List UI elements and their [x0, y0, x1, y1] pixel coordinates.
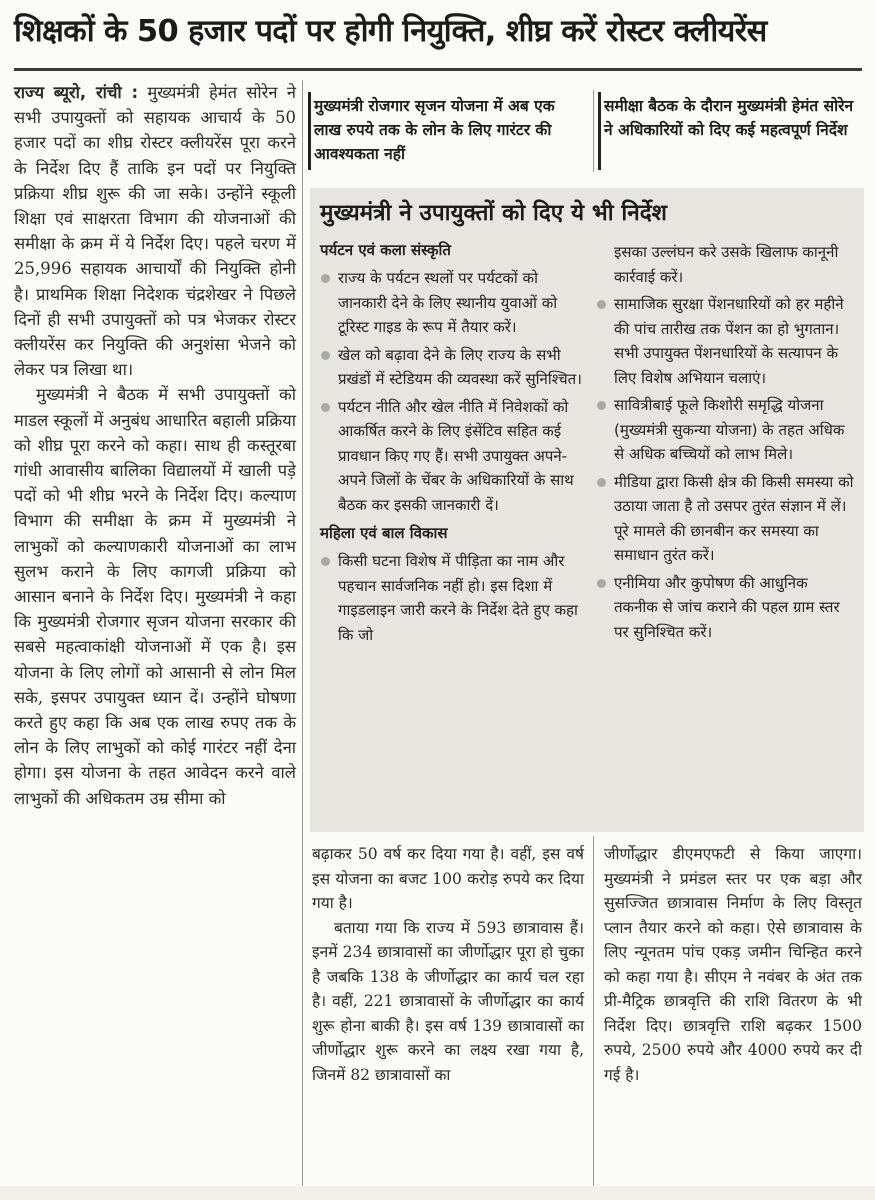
bullet-item	[320, 549, 582, 647]
section-tourism-heading: पर्यटन एवं कला संस्कृति	[320, 241, 451, 259]
column-divider-2	[593, 836, 594, 1186]
bullet-dot-icon	[321, 274, 330, 283]
bullet-text: सामाजिक सुरक्षा पेंशनधारियों को हर महीने की पांच तारीख तक पेंशन का हो भुगतान। सभी उपायुक्त पेंशनधारियों के सत्यापन के लिए विशेष अभियान चलाएं।	[614, 295, 844, 387]
bullet-dot-icon	[597, 579, 606, 588]
article-column-2	[312, 842, 584, 1087]
col2-paragraph-2: बताया गया कि राज्य में 593 छात्रावास हैं। इनमें 234 छात्रावासों का जीर्णोद्धार पूरा हो चुका है जबकि 138 के जीर्णोद्धार का कार्य चल रहा है। वहीं, 221 छात्रावासों के जीर्णोद्धार का कार्य शुरू होना बाकी है। इस वर्ष 139 छात्रावासों का जीर्णोद्धार शुरू करने का लक्ष्य रखा गया है, जिनमें 82 छात्रावासों का	[312, 918, 584, 1084]
bullet-text: खेल को बढ़ावा देने के लिए राज्य के सभी प्रखंडों में स्टेडियम की व्यवस्था करें सुनिश्चित।	[338, 345, 582, 388]
bullet-dot-icon	[597, 300, 606, 309]
box-title: मुख्यमंत्री ने उपायुक्तों को दिए ये भी निर्देश	[320, 200, 667, 226]
col3-paragraph-1: जीर्णोद्धार डीएमएफटी से किया जाएगा। मुख्यमंत्री ने प्रमंडल स्तर पर एक बड़ा और सुसज्जित छात्रावास निर्माण के लिए विस्तृत प्लान तैयार करने को कहा। ऐसे छात्रावास के लिए न्यूनतम पांच एकड़ जमीन चिन्हित करने को कहा गया है। सीएम ने नवंबर के अंत तक प्री-मैट्रिक छात्रवृत्ति की राशि वितरण के भी निर्देश दिए। छात्रवृत्ति राशि बढ़कर 1500 रुपये, 2500 रुपये और 4000 रुपये कर दी गई है।	[604, 845, 862, 1084]
bullet-text: सावित्रीबाई फूले किशोरी समृद्धि योजना (मुख्यमंत्री सुकन्या योजना) के तहत अधिक से अधिक बच्चियों को लाभ मिले।	[614, 396, 845, 463]
bullet-text: एनीमिया और कुपोषण की आधुनिक तकनीक से जांच कराने की पहल ग्राम स्तर पर सुनिश्चित करें।	[614, 573, 840, 641]
subhead-left-bar	[308, 92, 311, 170]
main-paragraph-2: मुख्यमंत्री ने बैठक में सभी उपायुक्तों को माडल स्कूलों में अनुबंध आधारित बहाली प्रक्रिया को शीघ्र पूरा करने को कहा। साथ ही कस्तूरबा गांधी आवासीय बालिका विद्यालयों में खाली पड़े पदों को भी शीघ्र भरने के निर्देश दिए। कल्याण विभाग की समीक्षा के क्रम में मुख्यमंत्री ने लाभुकों को कल्याणकारी योजनाओं का लाभ सुलभ कराने के लिए कागजी प्रक्रिया को आसान बनाने के निर्देश दिए। मुख्यमंत्री ने कहा कि मुख्यमंत्री रोजगार सृजन योजना सरकार की सबसे महत्वाकांक्षी योजनाओं में एक है। इस योजना के लिए लोगों को आसानी से लोन मिल सके, इसपर उपायुक्त ध्यान दें। उन्होंने घोषणा करते हुए कहा कि अब एक लाख रुपए तक के लोन के लिए लाभुकों को कोई गारंटर नहीं देना होगा। इस योजना के तहत आवेदन करने वाले लाभुकों की अधिकतम उम्र सीमा को	[14, 385, 296, 808]
bullet-item	[320, 395, 582, 518]
bottom-edge	[0, 1186, 875, 1200]
bullet-item	[596, 470, 854, 568]
bullet-item	[596, 571, 854, 645]
main-paragraph-1-text: मुख्यमंत्री हेमंत सोरेन ने सभी उपायुक्तों को सहायक आचार्य के 50 हजार पदों का शीघ्र रोस्टर क्लीयरेंस पूरा करने के निर्देश दिए हैं ताकि इन पदों पर नियुक्ति प्रक्रिया शीघ्र शुरू की जा सके। उन्होंने स्कूली शिक्षा एवं साक्षरता विभाग की योजनाओं की समीक्षा के क्रम में ये निर्देश दिए। पहले चरण में 25,996 सहायक आचार्यों की नियुक्ति होनी है। प्राथमिक शिक्षा निदेशक चंद्रशेखर ने पिछले दिनों ही सभी उपायुक्तों को पत्र भेजकर रोस्टर क्लीयरेंस कर नियुक्ति की अनुशंसा भेजने को लेकर पत्र लिखा था।	[14, 83, 296, 380]
headline: शिक्षकों के 50 हजार पदों पर होगी नियुक्ति, शीघ्र करें रोस्टर क्लीयरेंस	[14, 14, 767, 49]
directives-box	[310, 188, 864, 832]
bullet-dot-icon	[321, 403, 330, 412]
bullet-dot-icon	[321, 351, 330, 360]
subhead-divider	[593, 90, 594, 172]
main-paragraph-1	[14, 80, 296, 382]
bullet-dot-icon	[597, 478, 606, 487]
bullet-item	[596, 393, 854, 467]
bullet-continuation: इसका उल्लंघन करे उसके खिलाफ कानूनी कार्रवाई करें।	[614, 243, 839, 286]
bullet-item	[320, 266, 582, 340]
bullet-text: राज्य के पर्यटन स्थलों पर पर्यटकों को जानकारी देने के लिए स्थानीय युवाओं को टूरिस्ट गाइड के रूप में तैयार करें।	[338, 269, 558, 336]
bullet-dot-icon	[321, 557, 330, 566]
bullet-dot-icon	[597, 401, 606, 410]
bullet-text: किसी घटना विशेष में पीड़िता का नाम और पहचान सार्वजनिक नहीं हो। इस दिशा में गाइडलाइन जारी करने के निर्देश देते हुए कहा कि जो	[338, 552, 578, 644]
bullet-item	[596, 292, 854, 390]
bullet-text: मीडिया द्वारा किसी क्षेत्र की किसी समस्या को उठाया जाता है तो उसपर तुरंत संज्ञान में लें। पूरे मामले की छानबीन कर समस्या का समाधान तुरंत करें।	[614, 472, 854, 564]
dateline: राज्य ब्यूरो, रांची :	[14, 83, 139, 102]
headline-rule	[14, 68, 862, 71]
subhead-left: मुख्यमंत्री रोजगार सृजन योजना में अब एक लाख रुपये तक के लोन के लिए गारंटर की आवश्यकता नहीं	[314, 97, 555, 163]
article-column-3	[604, 842, 862, 1087]
section-women-child-heading: महिला एवं बाल विकास	[320, 524, 448, 542]
main-article-column	[14, 80, 296, 811]
bullet-text: पर्यटन नीति और खेल नीति में निवेशकों को आकर्षित करने के लिए इंसेंटिव सहित कई प्रावधान किए गए हैं। सभी उपायुक्त अपने-अपने जिलों के चेंबर के अधिकारियों के साथ बैठक कर इसकी जानकारी दें।	[338, 397, 574, 514]
box-left-column	[320, 238, 582, 650]
subhead-right: समीक्षा बैठक के दौरान मुख्यमंत्री हेमंत सोरेन ने अधिकारियों को दिए कई महत्वपूर्ण निर्देश	[604, 97, 854, 139]
subhead-right-bar	[598, 92, 601, 170]
box-right-column	[596, 240, 854, 647]
col2-paragraph-1: बढ़ाकर 50 वर्ष कर दिया गया है। वहीं, इस वर्ष इस योजना का बजट 100 करोड़ रुपये कर दिया गया है।	[312, 845, 584, 912]
column-divider-1	[302, 80, 303, 1186]
bullet-item	[320, 343, 582, 392]
